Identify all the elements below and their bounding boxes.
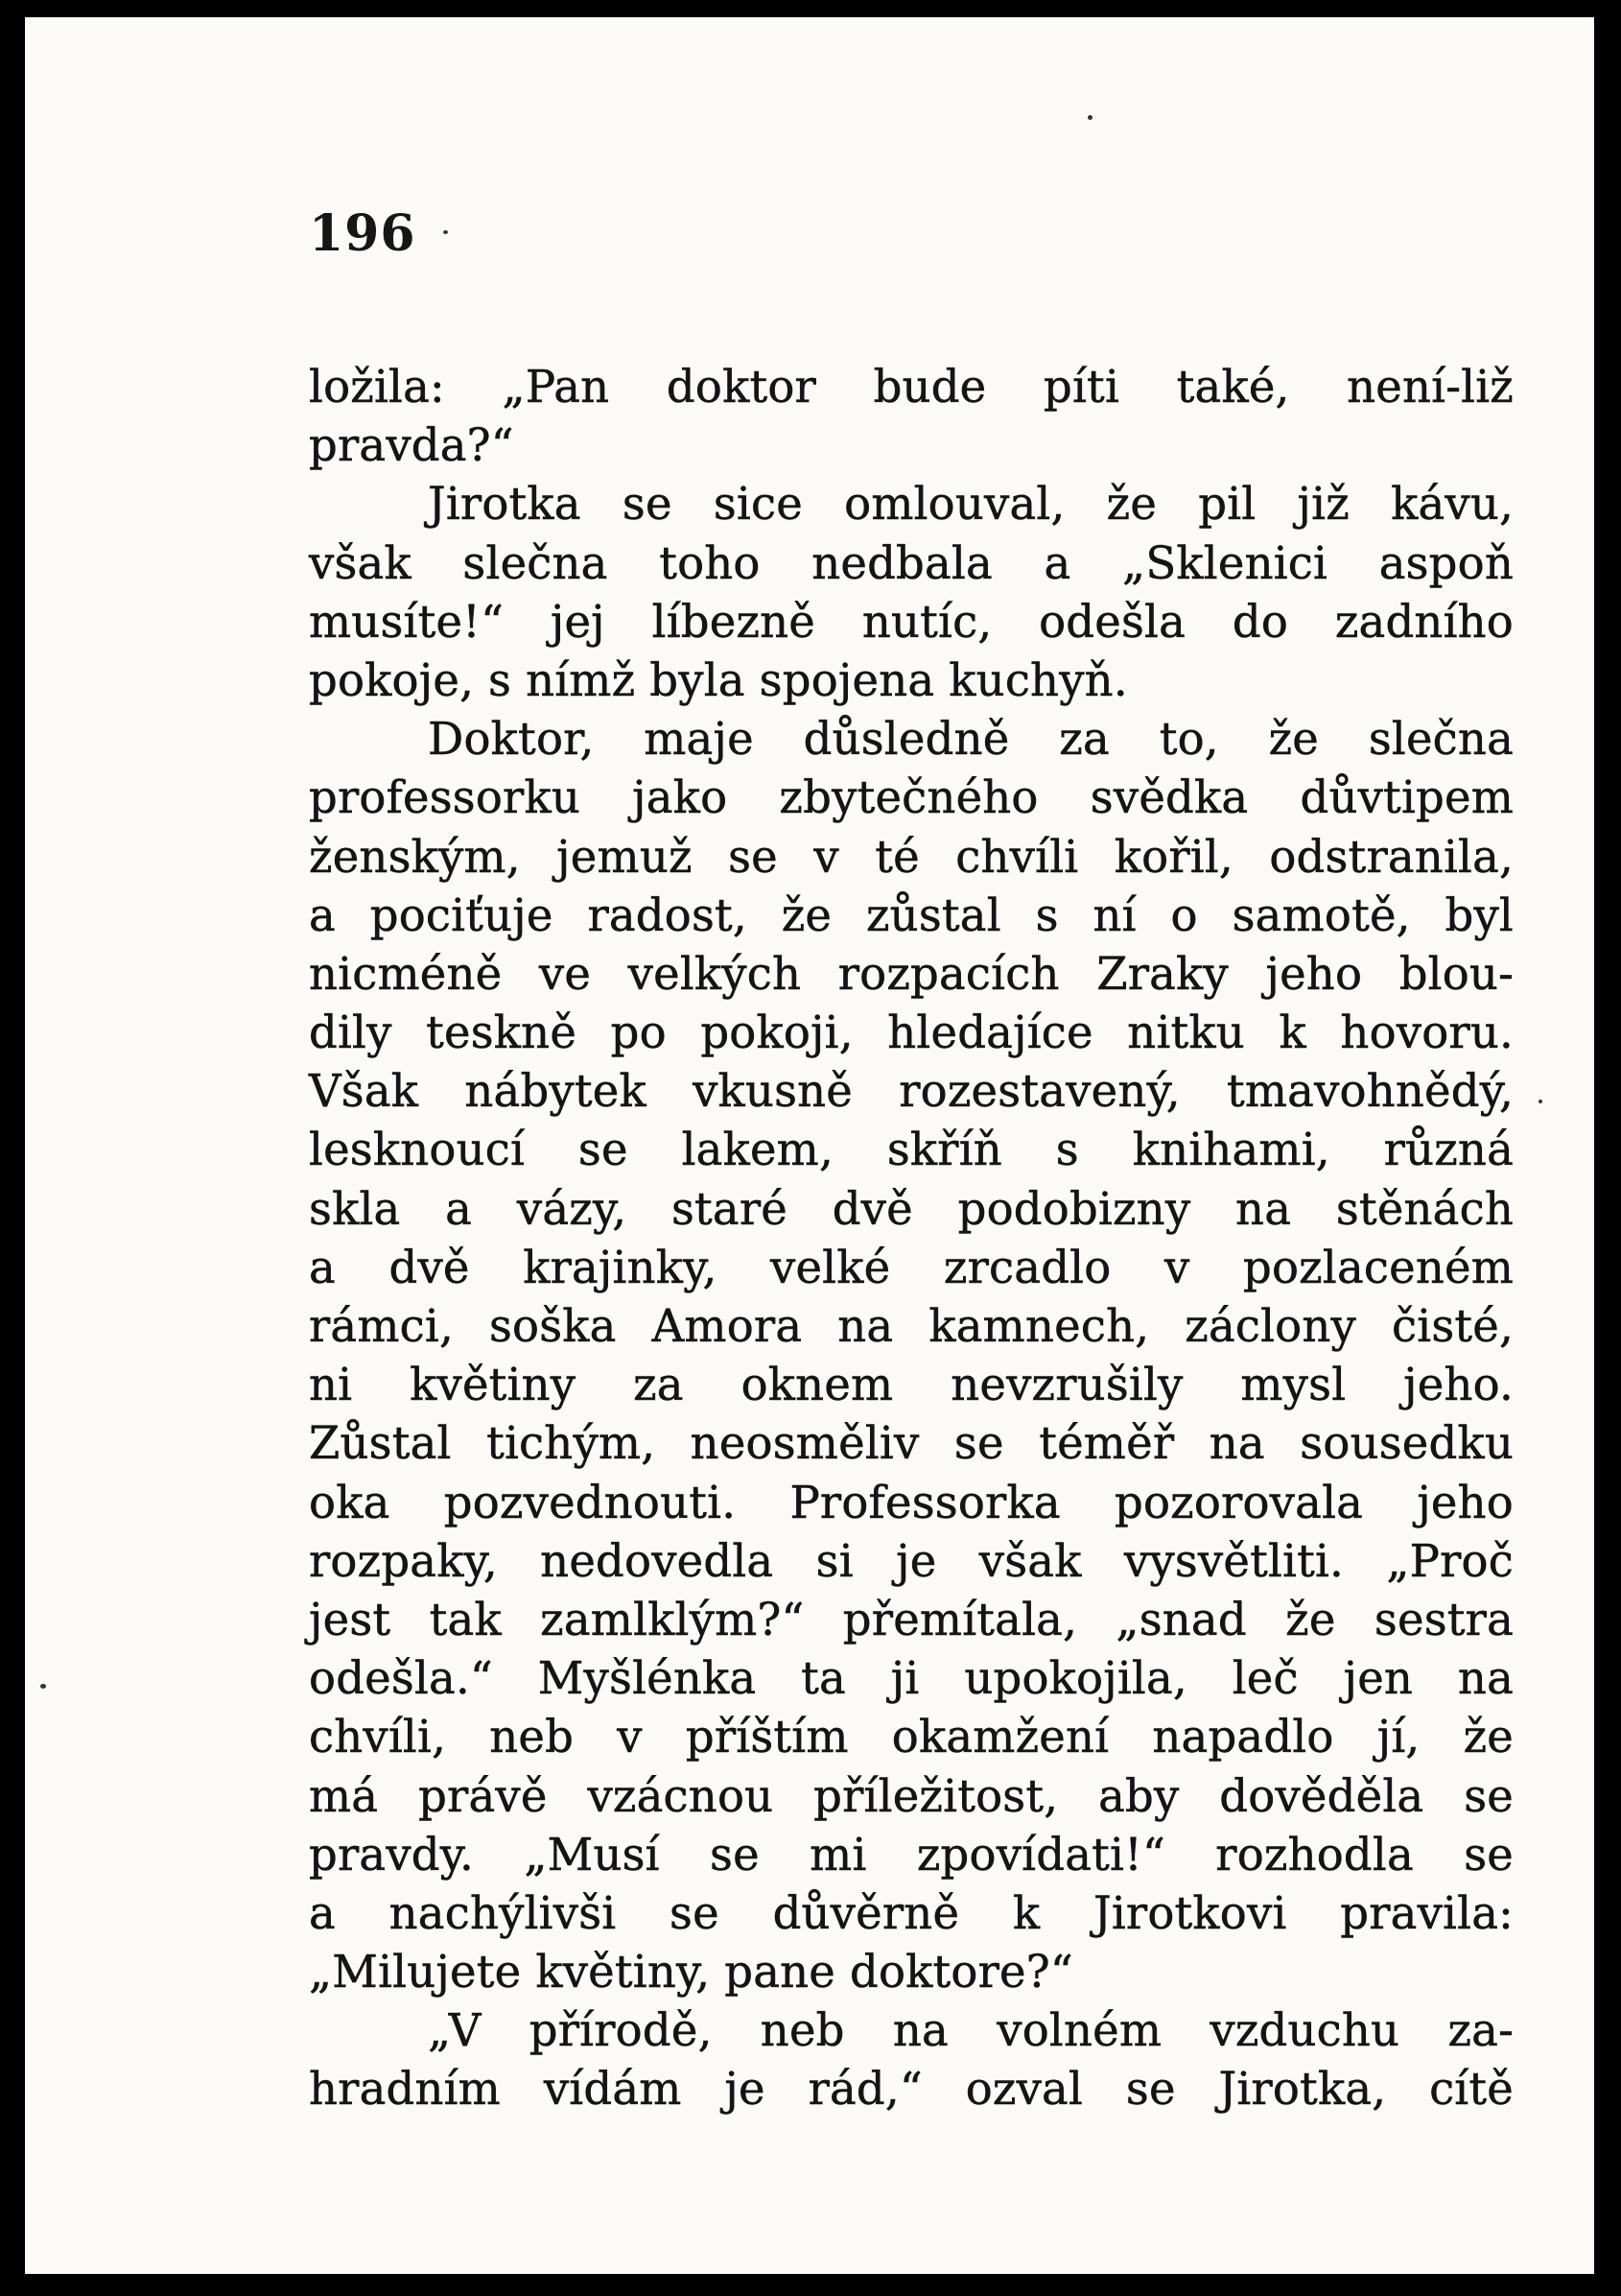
text-line: jest tak zamlklým?“ přemítala, „snad že sestra — [309, 1593, 1514, 1645]
book-page — [25, 17, 1594, 2274]
text-line: Jirotka se sice omlouval, že pil již kávu, — [428, 478, 1514, 531]
ink-speck — [443, 230, 448, 234]
ink-speck — [1088, 115, 1092, 120]
text-line: Zůstal tichým, neosměliv se téměř na sousedku — [309, 1417, 1514, 1470]
text-line: lesknoucí se lakem, skříň s knihami, různá — [309, 1124, 1514, 1176]
text-line: Doktor, maje důsledně za to, že slečna — [428, 713, 1514, 766]
text-line: pravda?“ — [309, 419, 514, 472]
text-line: pravdy. „Musí se mi zpovídati!“ rozhodla se — [309, 1828, 1514, 1881]
ink-speck — [40, 1684, 46, 1689]
text-line: „Milujete květiny, pane doktore?“ — [309, 1946, 1073, 1999]
text-line: Však nábytek vkusně rozestavený, tmavohnědý, — [309, 1065, 1514, 1118]
text-line: ženským, jemuž se v té chvíli kořil, odstranila, — [309, 830, 1514, 883]
text-line: skla a vázy, staré dvě podobizny na stěnách — [309, 1182, 1514, 1235]
text-line: rámci, soška Amora na kamnech, záclony čisté, — [309, 1300, 1514, 1352]
text-line: „V přírodě, neb na volném vzduchu za- — [428, 2004, 1514, 2057]
text-line: ložila: „Pan doktor bude píti také, není-liž — [309, 361, 1514, 413]
text-line: nicméně ve velkých rozpacích Zraky jeho blou- — [309, 947, 1514, 1000]
text-line: chvíli, neb v příštím okamžení napadlo jí, že — [309, 1711, 1514, 1763]
text-line: dily teskně po pokoji, hledajíce nitku k hovoru. — [309, 1006, 1514, 1059]
page-number: 196 — [309, 204, 416, 263]
text-line: odešla.“ Myšlénka ta ji upokojila, leč jen na — [309, 1652, 1514, 1705]
text-line: a pociťuje radost, že zůstal s ní o samotě, byl — [309, 888, 1514, 941]
text-line: pokoje, s nímž byla spojena kuchyň. — [309, 653, 1128, 706]
text-line: a nachýlivši se důvěrně k Jirotkovi pravila: — [309, 1886, 1514, 1939]
text-line: hradním vídám je rád,“ ozval se Jirotka, cítě — [309, 2063, 1514, 2116]
text-line: musíte!“ jej líbezně nutíc, odešla do zadního — [309, 595, 1514, 648]
text-line: má právě vzácnou příležitost, aby dověděla se — [309, 1769, 1514, 1822]
text-line: však slečna toho nedbala a „Sklenici aspoň — [309, 536, 1514, 589]
text-line: oka pozvednouti. Professorka pozorovala jeho — [309, 1476, 1514, 1528]
ink-speck — [1539, 1100, 1542, 1103]
text-line: rozpaky, nedovedla si je však vysvětliti. „Proč — [309, 1534, 1514, 1587]
text-line: ni květiny za oknem nevzrušily mysl jeho. — [309, 1359, 1514, 1411]
text-line: a dvě krajinky, velké zrcadlo v pozlaceném — [309, 1241, 1514, 1293]
body-text — [309, 358, 1514, 2119]
text-line: professorku jako zbytečného svědka důvtipem — [309, 771, 1514, 824]
